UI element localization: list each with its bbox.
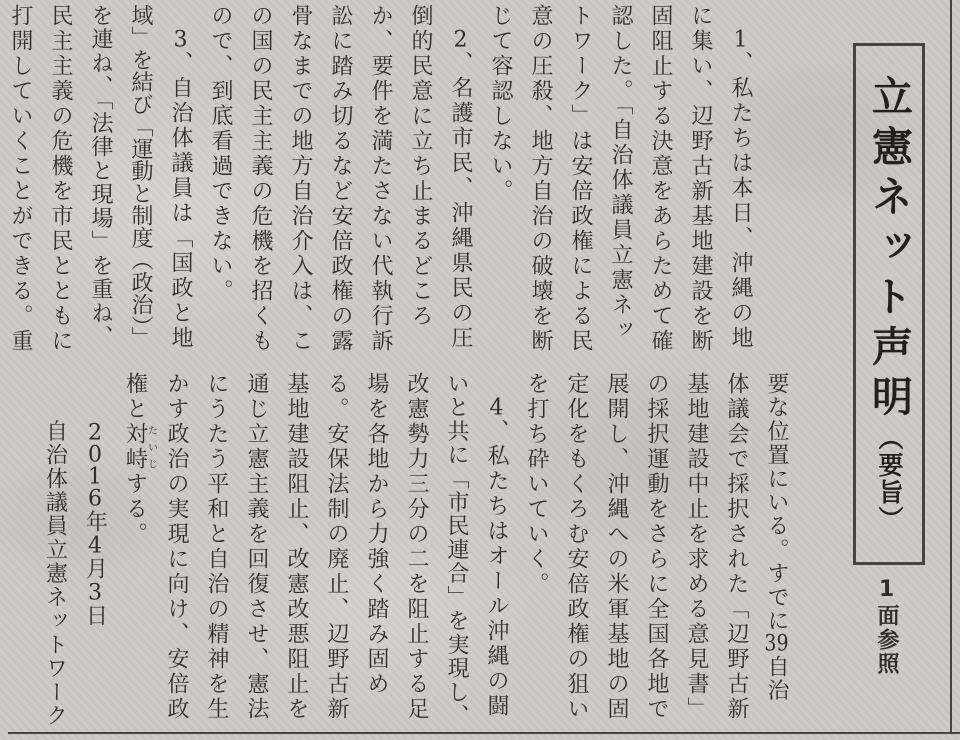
column-rule-right [950,0,952,733]
text-column: 展開し、沖縄への米軍基地の固 [604,372,629,722]
text-column: 2、名護市民、沖縄県民の圧 [448,29,473,351]
text-column: の採択運動をさらに全国各地で [644,372,669,722]
text-column: 場を各地から力強く踏み固め [364,372,389,697]
text-column: 基地建設阻止、改憲改悪阻止を [284,372,309,722]
text-column: 打開していくことができる。重 [8,4,33,354]
text-column: 自治体議員立憲ネットワーク [42,372,68,728]
text-column: 3、自治体議員は「国政と地 [168,29,193,351]
headline-title: 立憲ネット声明 [865,75,913,425]
text-column: に集い、辺野古新基地建設を断 [688,4,713,354]
text-column: 通じ立憲主義を回復させ、憲法 [244,372,269,722]
page-reference-note: 1面参照 [874,577,899,676]
text-column: の国の民主主義の危機を招くも [248,4,273,354]
text-column: 骨なまでの地方自治介入は、こ [288,4,313,354]
article-top-section [0,4,760,360]
text-column: 固阻止する決意をあらためて確 [648,4,673,354]
text-column: いと共に「市民連合」を実現し、 [444,372,469,728]
text-column: 民主主義の危機を市民とともに [48,4,73,354]
text-column: 4、私たちはオール沖縄の闘 [484,397,509,719]
headline-subtitle: （要旨） [875,425,904,533]
text-column: 定化をもくろむ安倍政権の狙い [564,372,589,722]
text-column: 倒的民意に立ち止まるどころ [408,4,433,329]
text-column: を連ね、「法律と現場」を重ね、 [88,4,113,349]
text-column: ので、到底看過できない。 [208,4,233,304]
text-column: 権と対峙たいじする。 [122,372,157,547]
text-column: 2016年4月3日 [82,422,108,629]
article-bottom-section [36,372,796,728]
text-column: にうたう平和と自治の精神を生 [204,372,229,722]
text-column: 基地建設中止を求める意見書」 [684,372,709,722]
text-column: か、要件を満たさない代執行訴 [368,4,393,354]
text-column: 認した。「自治体議員立憲ネッ [608,4,633,343]
text-column: 1、私たちは本日、沖縄の地 [728,29,753,351]
text-column: 意の圧殺、地方自治の破壊を断 [528,4,553,354]
text-column: 体議会で採択された「辺野古新 [724,372,749,722]
text-column: 要な位置にいる。すでに39自治 [764,372,789,703]
text-column: 訟に踏み切るなど安倍政権の露 [328,4,353,354]
headline-box [853,43,925,565]
text-column: る。安保法制の廃止、辺野古新 [324,372,349,722]
text-column: トワーク」は安倍政権による民 [568,4,593,354]
section-rule-bottom [8,732,960,734]
text-column: じて容認しない。 [488,4,513,204]
text-column: 改憲勢力三分の二を阻止する足 [404,372,429,722]
text-column: 域」を結び「運動と制度（政治）」 [128,4,153,349]
text-column: を打ち砕いていく。 [524,372,549,597]
text-column: かす政治の実現に向け、安倍政 [164,372,189,722]
